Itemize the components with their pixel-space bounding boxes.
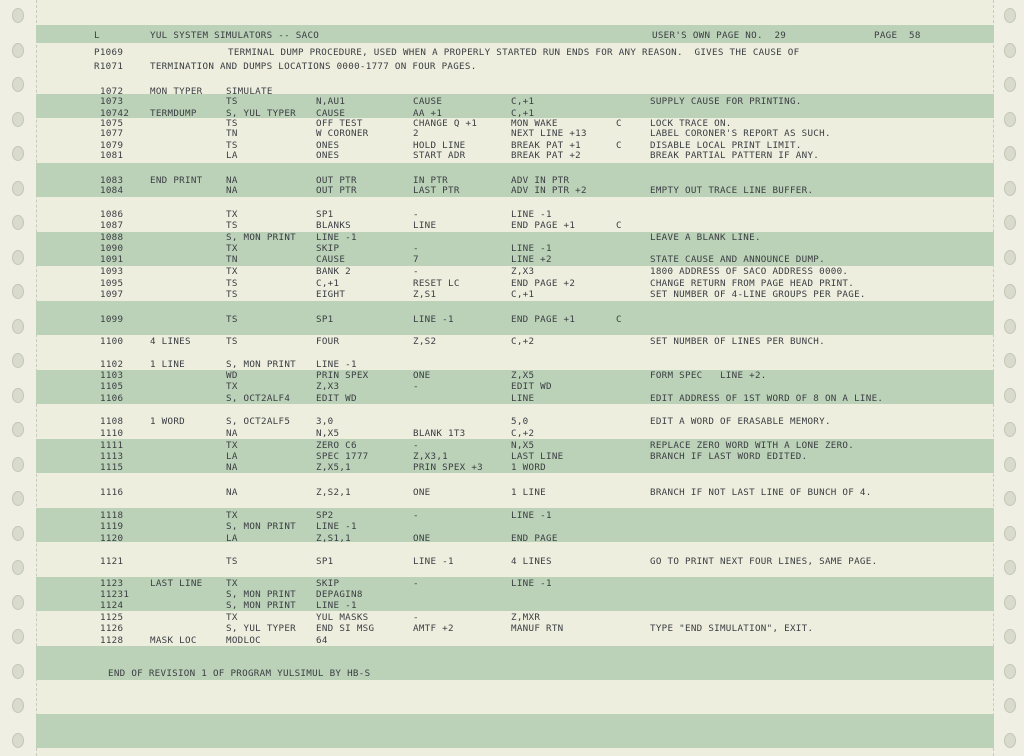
address-field: LINE -1 [316,521,357,532]
listing-row [0,393,1024,405]
operand-field-2: C,+2 [511,428,535,439]
operand-field: LINE [413,220,437,231]
location-number: 1086 [100,209,124,220]
comment-text: BRANCH IF LAST WORD EDITED. [650,451,808,462]
address-field: 3,0 [316,416,334,427]
location-number: 1084 [100,185,124,196]
comment-text: EDIT ADDRESS OF 1ST WORD OF 8 ON A LINE. [650,393,884,404]
address-field: BLANKS [316,220,351,231]
footer-line [0,668,1024,680]
operation-code: TX [226,266,238,277]
operand-field: Z,S1 [413,289,437,300]
location-number: 1075 [100,118,124,129]
location-number: 1124 [100,600,124,611]
operation-code: TS [226,278,238,289]
comment-text: BRANCH IF NOT LAST LINE OF BUNCH OF 4. [650,487,872,498]
operation-code: LA [226,533,238,544]
operand-field: 7 [413,254,419,265]
location-number: 1095 [100,278,124,289]
address-field: C,+1 [316,278,340,289]
listing-row [0,266,1024,278]
operation-code: NA [226,185,238,196]
tractor-feed-hole [1004,733,1016,748]
operation-code: TS [226,314,238,325]
address-field: CAUSE [316,108,346,119]
operation-code: S, MON PRINT [226,600,296,611]
address-field: OUT PTR [316,185,357,196]
address-field: N,X5 [316,428,340,439]
operation-code: MODLOC [226,635,261,646]
comment-text: REPLACE ZERO WORD WITH A LONE ZERO. [650,440,855,451]
comment-text: GO TO PRINT NEXT FOUR LINES, SAME PAGE. [650,556,878,567]
operation-code: WD [226,370,238,381]
address-field: BANK 2 [316,266,351,277]
comment-text: STATE CAUSE AND ANNOUNCE DUMP. [650,254,825,265]
operation-code: S, MON PRINT [226,359,296,370]
operand-field-2: C,+2 [511,336,535,347]
listing-row [0,600,1024,612]
comment-text: SET NUMBER OF LINES PER BUNCH. [650,336,825,347]
operand-field: ONE [413,370,431,381]
listing-row [0,336,1024,348]
address-field: SP1 [316,314,334,325]
flag-field: C [616,220,622,231]
operand-field-2: Z,MXR [511,612,541,623]
address-field: SKIP [316,578,340,589]
operation-code: TX [226,243,238,254]
symbol-label: 1 WORD [150,416,185,427]
comment-text: LOCK TRACE ON. [650,118,732,129]
operand-field-2: Z,X5 [511,370,535,381]
address-field: 64 [316,635,328,646]
location-number: 1108 [100,416,124,427]
tractor-feed-hole [1004,8,1016,23]
user-page-number: USER'S OWN PAGE NO. 29 [652,30,787,41]
operand-field-2: ADV IN PTR [511,175,570,186]
operand-field-2: C,+1 [511,108,535,119]
remark-line [0,61,1024,73]
operation-code: NA [226,175,238,186]
remark-text: TERMINATION AND DUMPS LOCATIONS 0000-1777 ON FOUR PAGES. [150,61,477,72]
listing-row [0,254,1024,266]
comment-text: SET NUMBER OF 4-LINE GROUPS PER PAGE. [650,289,866,300]
listing-row [0,533,1024,545]
operation-code: TX [226,209,238,220]
address-field: EDIT WD [316,393,357,404]
operand-field: AMTF +2 [413,623,454,634]
address-field: Z,X3 [316,381,340,392]
operand-field: Z,X3,1 [413,451,448,462]
operation-code: TX [226,440,238,451]
operand-field: CHANGE Q +1 [413,118,478,129]
location-number: 1102 [100,359,124,370]
operation-code: LA [226,150,238,161]
operand-field: PRIN SPEX +3 [413,462,483,473]
end-of-revision-note: END OF REVISION 1 OF PROGRAM YULSIMUL BY HB-S [108,668,371,679]
operation-code: TS [226,289,238,300]
operation-code: TS [226,556,238,567]
operand-field-2: LINE -1 [511,243,552,254]
symbol-label: END PRINT [150,175,203,186]
operand-field-2: EDIT WD [511,381,552,392]
operand-field-2: MANUF RTN [511,623,564,634]
symbol-label: MON TYPER [150,86,203,97]
listing-row [0,556,1024,568]
operation-code: S, YUL TYPER [226,108,296,119]
operation-code: S, MON PRINT [226,589,296,600]
page-title: YUL SYSTEM SIMULATORS -- SACO [150,30,320,41]
operand-field: LINE -1 [413,556,454,567]
tractor-feed-hole [12,8,24,23]
operand-field: HOLD LINE [413,140,466,151]
symbol-label: TERMDUMP [150,108,197,119]
location-number: 1119 [100,521,124,532]
operand-field-2: LINE [511,393,535,404]
location-number: 1103 [100,370,124,381]
location-number: 1083 [100,175,124,186]
operand-field-2: LAST LINE [511,451,564,462]
address-field: Z,S1,1 [316,533,351,544]
flag-field: C [616,314,622,325]
comment-text: FORM SPEC LINE +2. [650,370,767,381]
operation-code: TX [226,381,238,392]
operation-code: TX [226,510,238,521]
remark-id: P1069 [94,47,124,58]
location-number: 1093 [100,266,124,277]
listing-row [0,635,1024,647]
operation-code: S, YUL TYPER [226,623,296,634]
listing-row [0,487,1024,499]
listing-row [0,96,1024,108]
operand-field-2: END PAGE +2 [511,278,576,289]
address-field: LINE -1 [316,600,357,611]
operation-code: S, MON PRINT [226,232,296,243]
operation-code: TX [226,612,238,623]
symbol-label: LAST LINE [150,578,203,589]
operand-field-2: 4 LINES [511,556,552,567]
flag-field: C [616,140,622,151]
operand-field: ONE [413,487,431,498]
location-number: 1123 [100,578,124,589]
operation-code: TX [226,578,238,589]
operand-field-2: LINE -1 [511,209,552,220]
operation-code: S, OCT2ALF4 [226,393,291,404]
location-number: 1106 [100,393,124,404]
comment-text: BREAK PARTIAL PATTERN IF ANY. [650,150,820,161]
operand-field: - [413,381,419,392]
listing-row [0,220,1024,232]
location-number: 1072 [100,86,124,97]
operand-field: - [413,578,419,589]
location-number: 1111 [100,440,124,451]
address-field: LINE -1 [316,359,357,370]
operand-field: Z,S2 [413,336,437,347]
location-number: 1099 [100,314,124,325]
operand-field-2: C,+1 [511,96,535,107]
address-field: W CORONER [316,128,369,139]
operand-field-2: BREAK PAT +2 [511,150,581,161]
operand-field: - [413,243,419,254]
operand-field-2: C,+1 [511,289,535,300]
address-field: FOUR [316,336,340,347]
operand-field-2: MON WAKE [511,118,558,129]
operation-code: TS [226,96,238,107]
comment-text: EMPTY OUT TRACE LINE BUFFER. [650,185,814,196]
operation-code: TS [226,140,238,151]
location-number: 1090 [100,243,124,254]
tractor-feed-hole [12,733,24,748]
operation-code: TN [226,128,238,139]
page-marker: L [94,30,100,41]
address-field: DEPAGIN8 [316,589,363,600]
address-field: N,AU1 [316,96,346,107]
operand-field-2: N,X5 [511,440,535,451]
listing-row [0,623,1024,635]
operand-field-2: LINE -1 [511,578,552,589]
location-number: 1125 [100,612,124,623]
comment-text: CHANGE RETURN FROM PAGE HEAD PRINT. [650,278,855,289]
location-number: 1077 [100,128,124,139]
address-field: SPEC 1777 [316,451,369,462]
operation-code: S, MON PRINT [226,521,296,532]
operand-field: 2 [413,128,419,139]
location-number: 1081 [100,150,124,161]
address-field: SP1 [316,209,334,220]
comment-text: EDIT A WORD OF ERASABLE MEMORY. [650,416,831,427]
operand-field: RESET LC [413,278,460,289]
comment-text: LEAVE A BLANK LINE. [650,232,761,243]
operation-code: NA [226,462,238,473]
address-field: PRIN SPEX [316,370,369,381]
operand-field: ONE [413,533,431,544]
operand-field: - [413,440,419,451]
operand-field-2: LINE +2 [511,254,552,265]
operation-code: TS [226,118,238,129]
operation-code: SIMULATE [226,86,273,97]
remark-id: R1071 [94,61,124,72]
location-number: 1115 [100,462,124,473]
listing-row [0,416,1024,428]
operand-field: LAST PTR [413,185,460,196]
symbol-label: MASK LOC [150,635,197,646]
address-field: OUT PTR [316,175,357,186]
comment-text: DISABLE LOCAL PRINT LIMIT. [650,140,802,151]
location-number: 1126 [100,623,124,634]
remark-text: TERMINAL DUMP PROCEDURE, USED WHEN A PROPERLY STARTED RUN ENDS FOR ANY REASON. GIVES THE CAUSE OF [228,47,800,58]
operand-field: START ADR [413,150,466,161]
tractor-feed-hole [1004,698,1016,713]
operation-code: LA [226,451,238,462]
address-field: ONES [316,150,340,161]
operand-field-2: 5,0 [511,416,529,427]
tractor-feed-hole [12,698,24,713]
operation-code: TS [226,220,238,231]
operand-field-2: ADV IN PTR +2 [511,185,587,196]
operand-field-2: Z,X3 [511,266,535,277]
flag-field: C [616,118,622,129]
location-number: 1087 [100,220,124,231]
operand-field-2: 1 LINE [511,487,546,498]
comment-text: SUPPLY CAUSE FOR PRINTING. [650,96,802,107]
operand-field: - [413,209,419,220]
operand-field: - [413,266,419,277]
location-number: 1079 [100,140,124,151]
location-number: 1110 [100,428,124,439]
address-field: ONES [316,140,340,151]
listing-row [0,521,1024,533]
location-number: 1073 [100,96,124,107]
operation-code: S, OCT2ALF5 [226,416,291,427]
operation-code: TS [226,336,238,347]
operation-code: NA [226,487,238,498]
location-number: 11231 [100,589,130,600]
location-number: 1128 [100,635,124,646]
operand-field: - [413,612,419,623]
location-number: 1120 [100,533,124,544]
address-field: SKIP [316,243,340,254]
operand-field-2: LINE -1 [511,510,552,521]
address-field: Z,S2,1 [316,487,351,498]
symbol-label: 4 LINES [150,336,191,347]
location-number: 1100 [100,336,124,347]
listing-row [0,428,1024,440]
operand-field: LINE -1 [413,314,454,325]
location-number: 1088 [100,232,124,243]
location-number: 1118 [100,510,124,521]
operand-field: IN PTR [413,175,448,186]
operation-code: NA [226,428,238,439]
listing-row [0,150,1024,162]
operand-field-2: NEXT LINE +13 [511,128,587,139]
location-number: 1116 [100,487,124,498]
green-bar-band [36,714,994,748]
remark-line [0,47,1024,59]
operation-code: TN [226,254,238,265]
address-field: SP2 [316,510,334,521]
page-number: PAGE 58 [874,30,921,41]
listing-row [0,462,1024,474]
address-field: LINE -1 [316,232,357,243]
listing-row [0,128,1024,140]
address-field: Z,X5,1 [316,462,351,473]
location-number: 1113 [100,451,124,462]
comment-text: TYPE "END SIMULATION", EXIT. [650,623,814,634]
listing-row [0,289,1024,301]
operand-field-2: 1 WORD [511,462,546,473]
symbol-label: 1 LINE [150,359,185,370]
operand-field: CAUSE [413,96,443,107]
comment-text: 1800 ADDRESS OF SACO ADDRESS 0000. [650,266,849,277]
address-field: OFF TEST [316,118,363,129]
location-number: 10742 [100,108,130,119]
location-number: 1105 [100,381,124,392]
location-number: 1121 [100,556,124,567]
operand-field-2: END PAGE [511,533,558,544]
operand-field: AA +1 [413,108,443,119]
location-number: 1097 [100,289,124,300]
operand-field: - [413,510,419,521]
listing-row [0,185,1024,197]
operand-field-2: END PAGE +1 [511,314,576,325]
location-number: 1091 [100,254,124,265]
listing-row [0,381,1024,393]
address-field: EIGHT [316,289,346,300]
operand-field-2: BREAK PAT +1 [511,140,581,151]
operand-field-2: END PAGE +1 [511,220,576,231]
address-field: CAUSE [316,254,346,265]
address-field: YUL MASKS [316,612,369,623]
address-field: END SI MSG [316,623,375,634]
operand-field: BLANK 1T3 [413,428,466,439]
address-field: ZERO C6 [316,440,357,451]
listing-row [0,314,1024,326]
header-line [0,30,1024,42]
address-field: SP1 [316,556,334,567]
comment-text: LABEL CORONER'S REPORT AS SUCH. [650,128,831,139]
